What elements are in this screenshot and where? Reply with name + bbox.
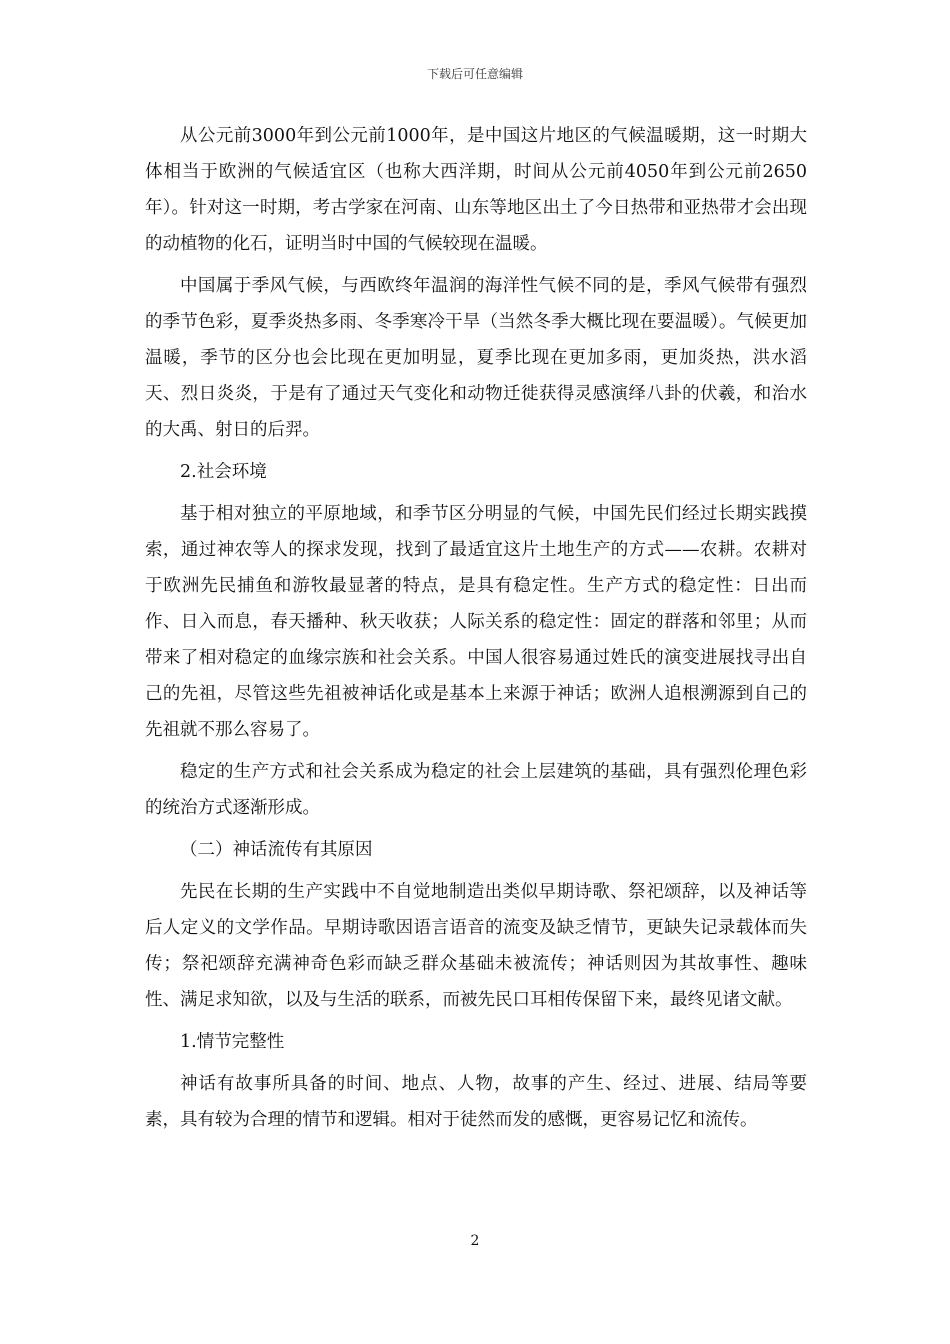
paragraph-monsoon-climate: 中国属于季风气候，与西欧终年温润的海洋性气候不同的是，季风气候带有强烈的季节色彩，夏季炎热多雨、冬季寒冷干旱（当然冬季大概比现在要温暖）。气候更加温暖，季节的区分也会比现在更加明显，夏季比现在更加多雨，更加炎热，洪水滔天、烈日炎炎，于是有了通过天气变化和动物迁徙获得灵感演绎八卦的伏羲，和治水的大禹、射日的后羿。: [145, 276, 807, 440]
page-number: 2: [470, 1233, 480, 1249]
section-heading-myth-spread: （二）神话流传有其原因: [180, 840, 373, 860]
paragraph-climate-period: 从公元前3000年到公元前1000年，是中国这片地区的气候温暖期，这一时期大体相当于欧洲的气候适宜区（也称大西洋期，时间从公元前4050年到公元前2650年）。针对这一时期，考古学家在河南、山东等地区出土了今日热带和亚热带才会出现的动植物的化石，证明当时中国的气候较现在温暖。: [145, 126, 807, 254]
paragraph-story-elements: 神话有故事所具备的时间、地点、人物，故事的产生、经过、进展、结局等要素，具有较为合理的情节和逻辑。相对于徒然而发的感慨，更容易记忆和流传。: [145, 1074, 807, 1130]
paragraph-literary-works: 先民在长期的生产实践中不自觉地制造出类似早期诗歌、祭祀颂辞，以及神话等后人定义的文学作品。早期诗歌因语言语音的流变及缺乏情节，更缺失记录载体而失传；祭祀颂辞充满神奇色彩而缺乏群众基础未被流传；神话则因为其故事性、趣味性、满足求知欲，以及与生活的联系，而被先民口耳相传保留下来，最终见诸文献。: [145, 882, 807, 1010]
page-header: 下载后可任意编辑: [426, 67, 523, 81]
body-text: [145, 118, 807, 1144]
subheading-social-environment: 2.社会环境: [180, 462, 267, 482]
paragraph-farming: 基于相对独立的平原地域，和季节区分明显的气候，中国先民们经过长期实践摸索，通过神农等人的探求发现，找到了最适宜这片土地生产的方式——农耕。农耕对于欧洲先民捕鱼和游牧最显著的特点，是具有稳定性。生产方式的稳定性：日出而作、日入而息，春天播种、秋天收获；人际关系的稳定性：固定的群落和邻里；从而带来了相对稳定的血缘宗族和社会关系。中国人很容易通过姓氏的演变进展找寻出自己的先祖，尽管这些先祖被神话化或是基本上来源于神话；欧洲人追根溯源到自己的先祖就不那么容易了。: [145, 504, 807, 740]
subheading-plot-integrity: 1.情节完整性: [180, 1032, 285, 1052]
paragraph-stable-society: 稳定的生产方式和社会关系成为稳定的社会上层建筑的基础，具有强烈伦理色彩的统治方式逐渐形成。: [145, 762, 807, 818]
